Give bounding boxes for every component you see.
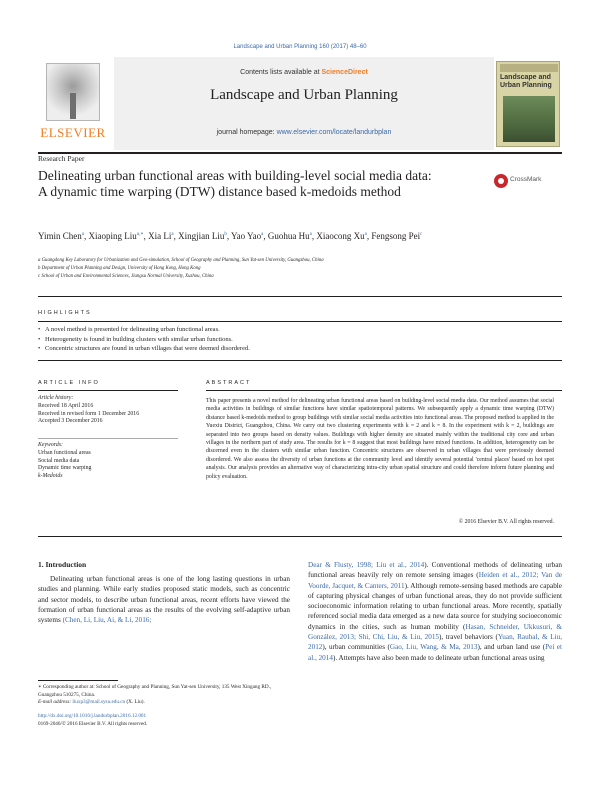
history-label: Article history: xyxy=(38,395,74,401)
article-type: Research Paper xyxy=(38,154,85,163)
journal-reference[interactable]: Landscape and Urban Planning 160 (2017) 48–60 xyxy=(233,44,367,50)
abstract-text: This paper presents a novel method for delineating urban functional areas based on building-level social media data. Our method assumes that social media activities in buildings of similar functions have similar spatiotemporal patterns. We subsequently apply a dynamic time warping (DTW) distance based k-medoids method to group buildings with similar social media activities into functional areas. The proposed method is applied in the Yuexiu District, Guangzhou, China. We carry out two clustering experiments with k = 2 and k = 8. In the experiment with k = 2, buildings are separated into two groups based on density values. Buildings with higher density are situated mainly within the traditional city core and urban villages in the northern part of study area. The results for k = 8 suggest that most buildings have mixed functions. In addition, heterogeneity can be discerned even in the clusters with similar urban function. Concentric structures are observed in urban villages that were previously deemed disordered. We also assess the diversity of urban functions at the community level and identify several potential 'central places' based on hot spot analysis. Our analysis provides an alternative way of characterizing intra-city urban spatial structure and could therefore inform future planning and policy evaluation. xyxy=(206,398,554,480)
author-name[interactable]: Xia Li xyxy=(148,231,172,241)
contents-prefix: Contents lists available at xyxy=(240,69,322,76)
highlights-list xyxy=(38,325,562,354)
body-text: ), travel behaviors ( xyxy=(439,633,498,642)
article-title: Delineating urban functional areas with building-level social media data: A dynamic time warping (DTW) distance based k-medoids method xyxy=(38,168,432,199)
author-name[interactable]: Xingjian Liu xyxy=(178,231,225,241)
email-suffix: (X. Liu). xyxy=(125,699,145,705)
intro-paragraph xyxy=(38,574,290,625)
right-column xyxy=(308,560,562,663)
citation-link[interactable]: Dear & Flusty, 1998; Liu et al., 2014 xyxy=(308,561,425,569)
history-item: Received in revised form 1 December 2016 xyxy=(38,410,140,417)
citation-link[interactable]: Pei et al., 2014 xyxy=(308,643,562,662)
tree-trunk-icon xyxy=(70,93,76,119)
author-sup[interactable]: a xyxy=(364,232,367,237)
divider xyxy=(38,390,178,391)
citation-link[interactable]: Gao, Liu, Wang, & Ma, 2013 xyxy=(389,643,478,652)
homepage-line xyxy=(114,129,494,136)
footnote-text: ∗ Corresponding author at: School of Geography and Planning, Sun Yat-sen University, 135 West Xingang RD., Guangzhou 510275, China. xyxy=(38,684,272,698)
intro-heading: 1. Introduction xyxy=(38,560,87,569)
article-info-heading: ARTICLE INFO xyxy=(38,380,100,386)
author-name[interactable]: Yimin Chen xyxy=(38,231,82,241)
citation-link[interactable]: Yuan, Raubal, & Liu, 2012 xyxy=(308,633,562,652)
author-name[interactable]: Guohua Hu xyxy=(267,231,310,241)
article-history xyxy=(38,395,139,426)
author-name[interactable]: Fengsong Pei xyxy=(371,231,421,241)
journal-title: Landscape and Urban Planning xyxy=(210,87,398,103)
divider xyxy=(38,296,562,297)
author-sup[interactable]: a xyxy=(261,232,264,237)
affiliation: c School of Urban and Environmental Sciences, Jiangsu Normal University, Xuzhou, China xyxy=(38,274,214,279)
contents-line xyxy=(114,69,494,76)
highlight-item: • Heterogeneity is found in building clusters with similar urban functions. xyxy=(38,335,562,345)
affiliation: b Department of Urban Planning and Design, University of Hong Kong, Hong Kong xyxy=(38,266,201,271)
affiliations xyxy=(38,257,558,281)
issn-line: 0169-2046/© 2016 Elsevier B.V. All rights reserved. xyxy=(38,721,148,727)
divider xyxy=(38,360,562,361)
author-sup[interactable]: a,∗ xyxy=(136,232,144,237)
email-line xyxy=(38,699,290,707)
author-sup[interactable]: a xyxy=(171,232,174,237)
body-text: ), urban communities ( xyxy=(322,643,390,652)
abstract-copyright: © 2016 Elsevier B.V. All rights reserved. xyxy=(458,519,554,525)
author-sup[interactable]: c xyxy=(420,232,423,237)
email-link[interactable]: liuxp3@mail.sysu.edu.cn xyxy=(72,699,126,705)
author-sup[interactable]: a xyxy=(81,232,84,237)
crossmark-icon xyxy=(494,174,508,188)
cover-title: Landscape and Urban Planning xyxy=(500,74,552,89)
cover-landscape-image xyxy=(503,96,555,142)
abstract-heading: ABSTRACT xyxy=(206,380,252,386)
highlights-heading: HIGHLIGHTS xyxy=(38,310,92,316)
crossmark-label: CrossMark xyxy=(510,176,542,183)
citation-link[interactable]: (Chen, Li, Liu, Ai, & Li, 2016; xyxy=(62,616,152,625)
body-text: ), and urban land use ( xyxy=(477,643,546,652)
keyword: Dynamic time warping xyxy=(38,465,92,472)
divider xyxy=(38,438,178,439)
author-sup[interactable]: b xyxy=(224,232,227,237)
elsevier-logo xyxy=(38,63,108,141)
highlight-item: • Concentric structures are found in urban villages that were deemed disordered. xyxy=(38,344,562,354)
divider xyxy=(38,321,562,322)
sciencedirect-link[interactable]: ScienceDirect xyxy=(321,69,368,76)
cover-strip xyxy=(500,64,558,72)
citation-link[interactable]: Heiden et al., 2012; Van de Voorde, Jacquet, & Canters, 2011 xyxy=(308,571,562,590)
doi-block xyxy=(38,712,147,728)
publisher-wordmark: ELSEVIER xyxy=(40,125,106,140)
body-text: ). Attempts have also been made to delineate urban functional areas using xyxy=(332,653,545,662)
keyword: k-Medoids xyxy=(38,473,63,480)
body-text: ). Conventional methods of delineating urban functional areas heavily rely on remote sensing images ( xyxy=(308,561,562,580)
crossmark-badge[interactable] xyxy=(494,174,548,188)
doi-link[interactable]: http://dx.doi.org/10.1016/j.landurbplan.2016.12.001 xyxy=(38,713,147,719)
body-text: ). Although remote-sensing based methods are capable of capturing physical changes of urban functional areas, they do not provide sufficient socioeconomic information relating to urban functional areas. More recently, spatially referenced social media data emerged as a new data source for studying socioeconomic dynamics in the cities, such as human mobility ( xyxy=(308,581,562,631)
email-label: E-mail address: xyxy=(38,699,73,705)
author-sup[interactable]: a xyxy=(309,232,312,237)
article-info xyxy=(38,390,178,530)
masthead-rule xyxy=(38,152,562,154)
author-name[interactable]: Yao Yao xyxy=(231,231,262,241)
corresponding-author-note xyxy=(38,684,290,707)
author-name[interactable]: Xiaoping Liu xyxy=(88,231,137,241)
history-item: Accepted 3 December 2016 xyxy=(38,418,103,425)
affiliation: a Guangdong Key Laboratory for Urbanization and Geo-simulation, School of Geography and Planning, Sun Yat-sen University, Guangzhou, China xyxy=(38,258,324,263)
keyword: Social media data xyxy=(38,457,80,464)
divider xyxy=(38,536,562,537)
keywords xyxy=(38,442,91,481)
footnote-rule xyxy=(38,680,118,681)
citation-link[interactable]: Hasan, Schneider, Ukkusuri, & González, 2013; Shi, Chi, Liu, & Liu, 2015 xyxy=(308,622,562,642)
author-list: Yimin Chen$^a$, Xiaoping Liu$^{a,∗}$, Xia Li$^a$, Xingjian Liu$^b$, Yao Yao$^a$, Guohua Hu$^a$, Xiaocong Xu$^a$, Fengsong Pei$^c$ xyxy=(38,231,423,241)
homepage-link[interactable]: www.elsevier.com/locate/landurbplan xyxy=(276,129,392,136)
highlight-item: • A novel method is presented for delineating urban functional areas. xyxy=(38,325,562,335)
homepage-prefix: journal homepage: xyxy=(216,129,277,136)
author-name[interactable]: Xiaocong Xu xyxy=(316,231,365,241)
journal-cover[interactable] xyxy=(496,61,560,147)
keyword: Urban functional areas xyxy=(38,449,91,456)
masthead-banner xyxy=(114,57,494,150)
history-item: Received 18 April 2016 xyxy=(38,402,94,409)
masthead xyxy=(38,57,562,150)
divider xyxy=(206,390,562,391)
keywords-label: Keywords: xyxy=(38,442,63,448)
intro-text: Delineating urban functional areas is one of the long lasting questions in urban studies and planning. While early studies proposed static models, such as concentric and sector models, to describe urban functional areas, recent efforts have viewed the formation of urban functional areas as the results of the evolving self-adaptive urban systems xyxy=(38,575,290,625)
